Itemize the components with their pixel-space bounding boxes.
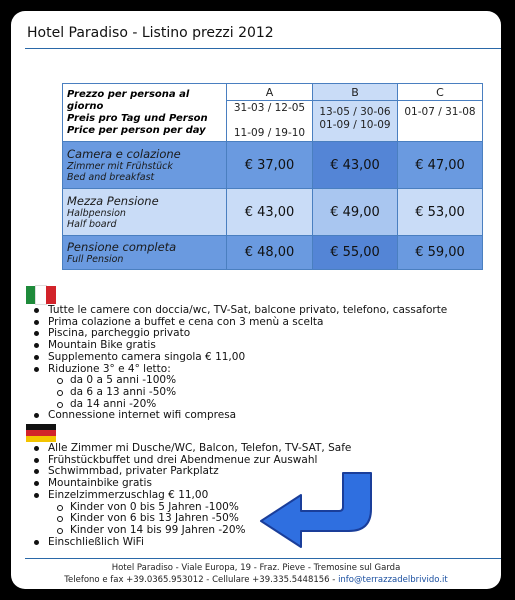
column-c-dates-1: 01-07 / 31-08 bbox=[404, 106, 476, 118]
row-label-it: Pensione completa bbox=[67, 239, 177, 254]
header-label-en: Price per person per day bbox=[67, 124, 206, 136]
footer-divider bbox=[25, 558, 501, 559]
column-c-dates bbox=[398, 101, 483, 142]
row-half-board-label bbox=[63, 189, 227, 236]
price-cell: € 48,00 bbox=[227, 236, 313, 270]
footer-address: Hotel Paradiso - Viale Europa, 19 - Fraz. Pieve - Tremosine sul Garda bbox=[111, 563, 401, 573]
column-c-header: C bbox=[398, 84, 483, 101]
list-sub-item: da 14 anni -20% bbox=[26, 399, 447, 411]
row-label-en: Half board bbox=[67, 218, 117, 230]
flag-band-red bbox=[46, 286, 56, 304]
flag-band-white bbox=[36, 286, 46, 304]
price-cell: € 55,00 bbox=[313, 236, 398, 270]
list-item: Prima colazione a buffet e cena con 3 menù a scelta bbox=[26, 317, 447, 329]
list-item: Tutte le camere con doccia/wc, TV-Sat, balcone privato, telefono, cassaforte bbox=[26, 305, 447, 317]
list-item: Alle Zimmer mi Dusche/WC, Balcon, Telefon, TV-SAT, Safe bbox=[26, 443, 351, 455]
row-label-it: Mezza Pensione bbox=[67, 193, 159, 208]
list-item: Connessione internet wifi compresa bbox=[26, 410, 447, 422]
column-b-dates-2: 01-09 / 10-09 bbox=[319, 119, 391, 131]
row-label-it: Camera e colazione bbox=[67, 146, 181, 161]
header-label-de: Preis pro Tag und Person bbox=[67, 112, 208, 124]
list-item: Mountainbike gratis bbox=[26, 478, 351, 490]
row-bed-breakfast-label bbox=[63, 142, 227, 189]
table-row bbox=[63, 236, 483, 270]
list-sub-item: Kinder von 14 bis 99 Jahren -20% bbox=[26, 525, 351, 537]
column-b-dates bbox=[313, 101, 398, 142]
list-item: Mountain Bike gratis bbox=[26, 340, 447, 352]
price-cell: € 37,00 bbox=[227, 142, 313, 189]
footer-email-link[interactable]: info@terrazzadelbrivido.it bbox=[338, 575, 448, 585]
price-cell: € 47,00 bbox=[398, 142, 483, 189]
list-item: Einschließlich WiFi bbox=[26, 537, 351, 549]
price-table bbox=[62, 83, 483, 270]
price-cell: € 43,00 bbox=[227, 189, 313, 236]
price-cell: € 43,00 bbox=[313, 142, 398, 189]
arrow-left-icon bbox=[255, 469, 380, 549]
price-cell: € 59,00 bbox=[398, 236, 483, 270]
price-header-label bbox=[63, 84, 227, 142]
price-cell: € 49,00 bbox=[313, 189, 398, 236]
italian-flag-icon bbox=[26, 286, 56, 304]
row-label-de: Zimmer mit Frühstück bbox=[67, 160, 173, 172]
header-label-it: Prezzo per persona al giorno bbox=[67, 88, 190, 112]
table-row bbox=[63, 142, 483, 189]
list-item: Riduzione 3° e 4° letto: bbox=[26, 364, 447, 376]
row-label-en: Bed and breakfast bbox=[67, 171, 155, 183]
page-title: Hotel Paradiso - Listino prezzi 2012 bbox=[27, 25, 274, 41]
german-flag-icon bbox=[26, 424, 56, 442]
list-sub-item: da 6 a 13 anni -50% bbox=[26, 387, 447, 399]
price-cell: € 53,00 bbox=[398, 189, 483, 236]
flag-band-green bbox=[26, 286, 36, 304]
price-list-page bbox=[11, 11, 501, 589]
italian-amenities-list bbox=[26, 305, 447, 422]
list-item: Einzelzimmerzuschlag € 11,00 bbox=[26, 490, 351, 502]
footer-contacts bbox=[11, 575, 501, 585]
column-b-header: B bbox=[313, 84, 398, 101]
column-a-dates-1: 31-03 / 12-05 bbox=[233, 102, 306, 114]
row-label-de: Halbpension bbox=[67, 207, 126, 219]
table-row bbox=[63, 189, 483, 236]
title-divider bbox=[25, 48, 501, 49]
column-a-dates bbox=[227, 101, 313, 142]
list-item: Piscina, parcheggio privato bbox=[26, 328, 447, 340]
list-sub-item: Kinder von 6 bis 13 Jahren -50% bbox=[26, 513, 351, 525]
list-item: Frühstückbuffet und drei Abendmenue zur Auswahl bbox=[26, 455, 351, 467]
column-b-dates-1: 13-05 / 30-06 bbox=[319, 106, 391, 118]
footer-phone: Telefono e fax +39.0365.953012 - Cellulare +39.335.5448156 - bbox=[64, 575, 336, 585]
column-a-header: A bbox=[227, 84, 313, 101]
column-a-dates-2: 11-09 / 19-10 bbox=[233, 127, 306, 139]
list-item: Supplemento camera singola € 11,00 bbox=[26, 352, 447, 364]
row-label-en: Full Pension bbox=[67, 253, 124, 265]
list-sub-item: da 0 a 5 anni -100% bbox=[26, 375, 447, 387]
list-item: Schwimmbad, privater Parkplatz bbox=[26, 466, 351, 478]
list-sub-item: Kinder von 0 bis 5 Jahren -100% bbox=[26, 502, 351, 514]
row-full-pension-label bbox=[63, 236, 227, 270]
